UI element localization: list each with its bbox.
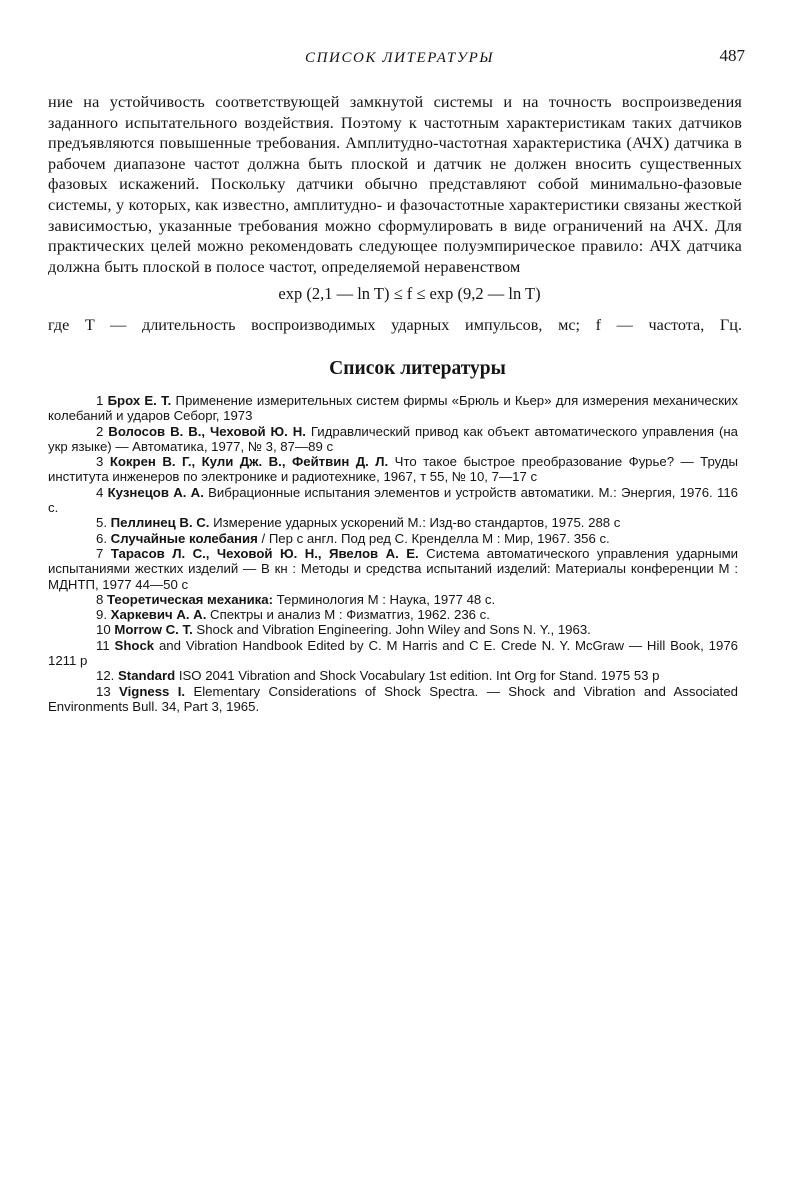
running-head: СПИСОК ЛИТЕРАТУРЫ bbox=[304, 50, 495, 66]
reference-text: Терминология М : Наука, 1977 48 с. bbox=[273, 591, 496, 607]
reference-item bbox=[48, 515, 738, 530]
reference-list bbox=[48, 393, 738, 714]
body-paragraph: ние на устойчивость соответствующей замкнутой системы и на точность воспроизведения заданного испытательного воздействия. Поэтому к частотным характеристикам таких датчиков предъявляются повышенные требования. Амплитудно-частотная характеристика (АЧХ) датчика в рабочем диапазоне частот должна быть плоской и датчик не должен вносить существенных фазовых искажений. Поскольку датчики обычно представляют собой минимально-фазовые системы, у которых, как известно, амплитудно- и фазочастотные характеристики связаны жесткой зависимостью, указанные требования можно сформулировать в виде ограничений на АЧХ. Для практических целей можно рекомендовать следующее полуэмпирическое правило: АЧХ датчика должна быть плоской в полосе частот, определяемой неравенством bbox=[48, 93, 742, 276]
reference-item bbox=[48, 684, 738, 715]
reference-number: 5. bbox=[96, 515, 107, 531]
reference-author: Morrow C. T. bbox=[114, 622, 193, 638]
reference-number: 3 bbox=[96, 454, 104, 470]
reference-author: Shock bbox=[114, 637, 155, 653]
reference-text: and Vibration Handbook Edited by C. M Harris and C E. Crede N. Y. McGraw — Hill Book, 1976 1211 p bbox=[48, 637, 738, 669]
reference-number: 7 bbox=[96, 545, 104, 561]
reference-number: 12. bbox=[96, 668, 115, 684]
reference-number: 6. bbox=[96, 530, 107, 546]
reference-item bbox=[48, 485, 738, 516]
reference-text: Спектры и анализ М : Физматгиз, 1962. 236 с. bbox=[206, 607, 490, 623]
reference-number: 9. bbox=[96, 607, 107, 623]
reference-item bbox=[48, 668, 738, 683]
reference-author: Брох Е. Т. bbox=[107, 393, 172, 408]
reference-author: Пеллинец В. С. bbox=[110, 515, 210, 531]
reference-item bbox=[48, 531, 738, 546]
page-number: 487 bbox=[719, 46, 745, 65]
reference-text: Применение измерительных систем фирмы «Брюль и Кьер» для измерения механических колебаний и ударов Себорг, 1973 bbox=[48, 393, 738, 424]
reference-author: Харкевич А. А. bbox=[110, 607, 207, 623]
reference-author: Vigness I. bbox=[119, 683, 186, 699]
reference-author: Кузнецов А. А. bbox=[107, 484, 204, 500]
reference-item bbox=[48, 638, 738, 669]
references-title: Список литературы bbox=[329, 358, 506, 379]
reference-item bbox=[48, 592, 738, 607]
reference-number: 10 bbox=[96, 622, 111, 638]
reference-author: Тарасов Л. С., Чеховой Ю. Н., Явелов А. Е. bbox=[110, 545, 419, 561]
reference-author: Теоретическая механика: bbox=[107, 591, 274, 607]
reference-item bbox=[48, 454, 738, 485]
reference-text: Вибрационные испытания элементов и устройств автоматики. М.: Энергия, 1976. 116 с. bbox=[48, 484, 738, 516]
reference-number: 8 bbox=[96, 591, 104, 607]
reference-number: 4 bbox=[96, 484, 104, 500]
reference-text: Что такое быстрое преобразование Фурье? — Труды института инженеров по электронике и радиотехнике, 1967, т 55, № 10, 7—17 с bbox=[48, 454, 738, 485]
reference-author: Волосов В. В., Чеховой Ю. Н. bbox=[108, 423, 306, 439]
reference-item bbox=[48, 622, 738, 637]
reference-item bbox=[48, 607, 738, 622]
reference-item bbox=[48, 546, 738, 592]
reference-number: 13 bbox=[96, 683, 111, 699]
inequality-formula: exp (2,1 — ln T) ≤ f ≤ exp (9,2 — ln T) bbox=[278, 284, 541, 303]
reference-number: 1 bbox=[96, 393, 104, 408]
reference-text: / Пер с англ. Под ред С. Кренделла М : Мир, 1967. 356 с. bbox=[257, 530, 610, 546]
reference-text: Shock and Vibration Engineering. John Wiley and Sons N. Y., 1963. bbox=[192, 622, 591, 638]
reference-item bbox=[48, 393, 738, 424]
reference-item bbox=[48, 424, 738, 455]
formula-explanation: где T — длительность воспроизводимых ударных импульсов, мс; f — частота, Гц. bbox=[48, 316, 742, 334]
reference-text: Elementary Considerations of Shock Spectra. — Shock and Vibration and Associated Environments Bull. 34, Part 3, 1965. bbox=[48, 683, 738, 714]
reference-author: Standard bbox=[118, 668, 176, 684]
reference-text: Система автоматического управления ударными испытаниями жестких изделий — В кн : Методы и средства испытаний изделий: Материалы конференции М : МДНТП, 1977 44—50 с bbox=[48, 545, 739, 592]
reference-text: Гидравлический привод как объект автоматического управления (на укр языке) — Автоматика, 1977, № 3, 87—89 с bbox=[48, 423, 738, 454]
reference-number: 11 bbox=[96, 637, 110, 653]
reference-text: ISO 2041 Vibration and Shock Vocabulary 1st edition. Int Org for Stand. 1975 53 p bbox=[175, 668, 660, 684]
reference-author: Случайные колебания bbox=[110, 530, 258, 546]
reference-author: Кокрен В. Г., Кули Дж. В., Фейтвин Д. Л. bbox=[109, 454, 389, 470]
reference-number: 2 bbox=[96, 423, 104, 439]
reference-text: Измерение ударных ускорений М.: Изд-во стандартов, 1975. 288 с bbox=[209, 515, 621, 531]
